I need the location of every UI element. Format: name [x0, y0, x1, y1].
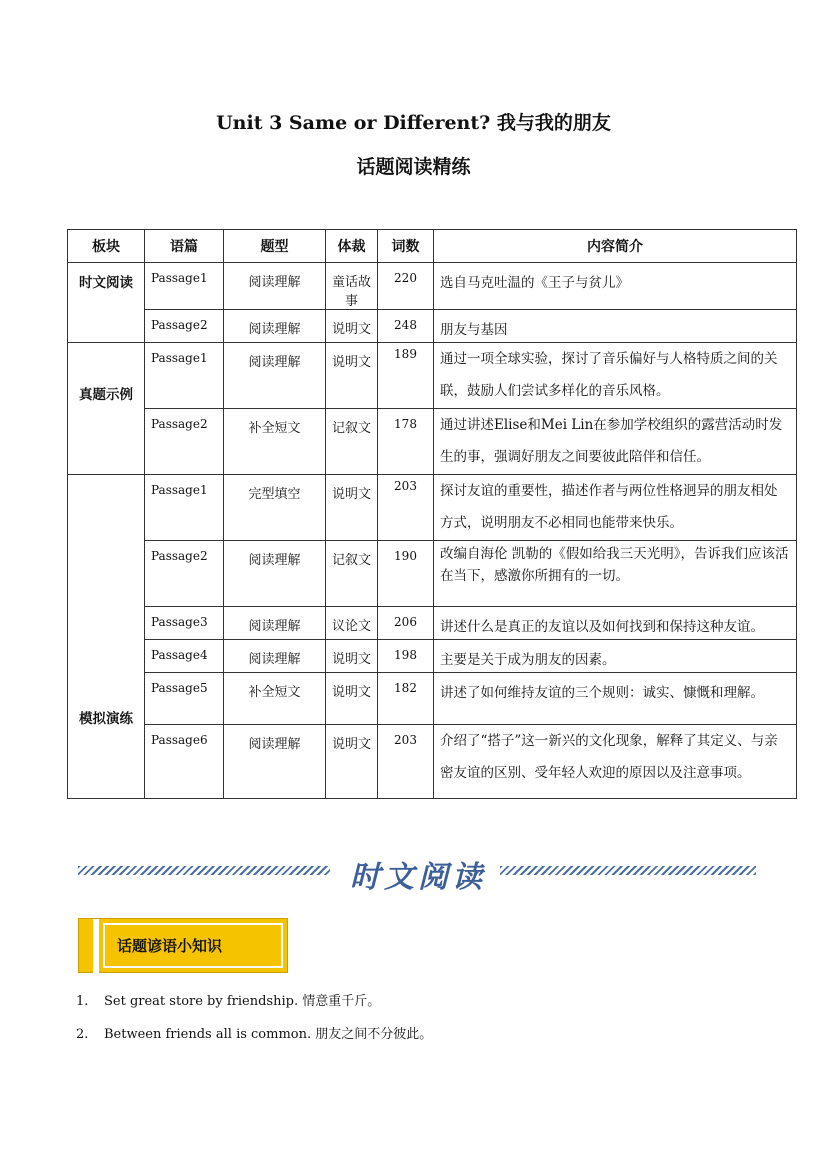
type-cell: 补全短文: [224, 409, 326, 475]
genre-cell: 说明文: [326, 310, 378, 343]
type-cell: 补全短文: [224, 673, 326, 725]
passage-cell: Passage5: [145, 673, 224, 725]
type-cell: 阅读理解: [224, 607, 326, 640]
passage-cell: Passage1: [145, 475, 224, 541]
passage-cell: Passage6: [145, 725, 224, 799]
table-row: [68, 343, 797, 409]
banner-stripes-left: [78, 866, 330, 875]
passage-cell: Passage1: [145, 263, 224, 310]
section-label: 真题示例: [68, 343, 145, 475]
type-cell: 阅读理解: [224, 640, 326, 673]
header-genre: 体裁: [326, 230, 378, 263]
desc-cell: 讲述了如何维持友谊的三个规则：诚实、慷慨和理解。: [434, 673, 797, 725]
proverb-text: Set great store by friendship. 情意重千斤。: [104, 994, 381, 1009]
list-item: [76, 990, 380, 1009]
passage-cell: Passage1: [145, 343, 224, 409]
passage-cell: Passage2: [145, 409, 224, 475]
table-row: [68, 725, 797, 799]
header-desc: 内容简介: [434, 230, 797, 263]
desc-cell: 主要是关于成为朋友的因素。: [434, 640, 797, 673]
banner-title: 时文阅读: [350, 860, 486, 895]
words-cell: 182: [378, 673, 434, 725]
table-header-row: [68, 230, 797, 263]
header-words: 词数: [378, 230, 434, 263]
genre-cell: 说明文: [326, 673, 378, 725]
words-cell: 206: [378, 607, 434, 640]
desc-cell: 探讨友谊的重要性，描述作者与两位性格迥异的朋友相处方式，说明朋友不必相同也能带来快乐。: [434, 475, 797, 541]
section-label: 时文阅读: [68, 263, 145, 343]
genre-cell: 说明文: [326, 725, 378, 799]
knowledge-heading-box: [78, 918, 288, 973]
desc-cell: 通过一项全球实验，探讨了音乐偏好与人格特质之间的关联，鼓励人们尝试多样化的音乐风格。: [434, 343, 797, 409]
table-row: [68, 409, 797, 475]
list-number: 1.: [76, 994, 89, 1009]
desc-cell: 选自马克吐温的《王子与贫儿》: [434, 263, 797, 310]
desc-cell: 讲述什么是真正的友谊以及如何找到和保持这种友谊。: [434, 607, 797, 640]
section-label: 模拟演练: [68, 475, 145, 799]
words-cell: 190: [378, 541, 434, 607]
genre-cell: 说明文: [326, 343, 378, 409]
words-cell: 248: [378, 310, 434, 343]
words-cell: 198: [378, 640, 434, 673]
overview-table: [67, 229, 797, 799]
header-section: 板块: [68, 230, 145, 263]
knowledge-heading: 话题谚语小知识: [117, 937, 223, 955]
words-cell: 203: [378, 725, 434, 799]
table-row: [68, 673, 797, 725]
header-passage: 语篇: [145, 230, 224, 263]
section-banner: [78, 848, 756, 894]
banner-stripes-right: [500, 866, 756, 875]
words-cell: 189: [378, 343, 434, 409]
passage-cell: Passage2: [145, 310, 224, 343]
desc-cell: 通过讲述Elise和Mei Lin在参加学校组织的露营活动时发生的事，强调好朋友之间要彼此陪伴和信任。: [434, 409, 797, 475]
passage-cell: Passage3: [145, 607, 224, 640]
table-row: [68, 541, 797, 607]
proverb-text: Between friends all is common. 朋友之间不分彼此。: [104, 1027, 433, 1042]
document-subtitle: 话题阅读精练: [356, 156, 471, 178]
type-cell: 阅读理解: [224, 541, 326, 607]
table-row: [68, 607, 797, 640]
passage-cell: Passage2: [145, 541, 224, 607]
words-cell: 178: [378, 409, 434, 475]
type-cell: 完型填空: [224, 475, 326, 541]
type-cell: 阅读理解: [224, 725, 326, 799]
document-title: Unit 3 Same or Different? 我与我的朋友: [216, 112, 611, 134]
genre-cell: 童话故事: [326, 263, 378, 310]
genre-cell: 议论文: [326, 607, 378, 640]
list-item: [76, 1023, 432, 1042]
table-row: [68, 263, 797, 310]
table-row: [68, 475, 797, 541]
type-cell: 阅读理解: [224, 343, 326, 409]
type-cell: 阅读理解: [224, 263, 326, 310]
desc-cell: 改编自海伦 凯勒的《假如给我三天光明》，告诉我们应该活在当下，感激你所拥有的一切。: [434, 541, 797, 607]
table-row: [68, 310, 797, 343]
genre-cell: 说明文: [326, 640, 378, 673]
words-cell: 203: [378, 475, 434, 541]
desc-cell: 介绍了“搭子”这一新兴的文化现象，解释了其定义、与亲密友谊的区别、受年轻人欢迎的原因以及注意事项。: [434, 725, 797, 799]
box-stripe: [93, 919, 99, 974]
list-number: 2.: [76, 1027, 89, 1042]
genre-cell: 记叙文: [326, 541, 378, 607]
passage-cell: Passage4: [145, 640, 224, 673]
genre-cell: 记叙文: [326, 409, 378, 475]
header-type: 题型: [224, 230, 326, 263]
words-cell: 220: [378, 263, 434, 310]
table-row: [68, 640, 797, 673]
type-cell: 阅读理解: [224, 310, 326, 343]
desc-cell: 朋友与基因: [434, 310, 797, 343]
genre-cell: 说明文: [326, 475, 378, 541]
